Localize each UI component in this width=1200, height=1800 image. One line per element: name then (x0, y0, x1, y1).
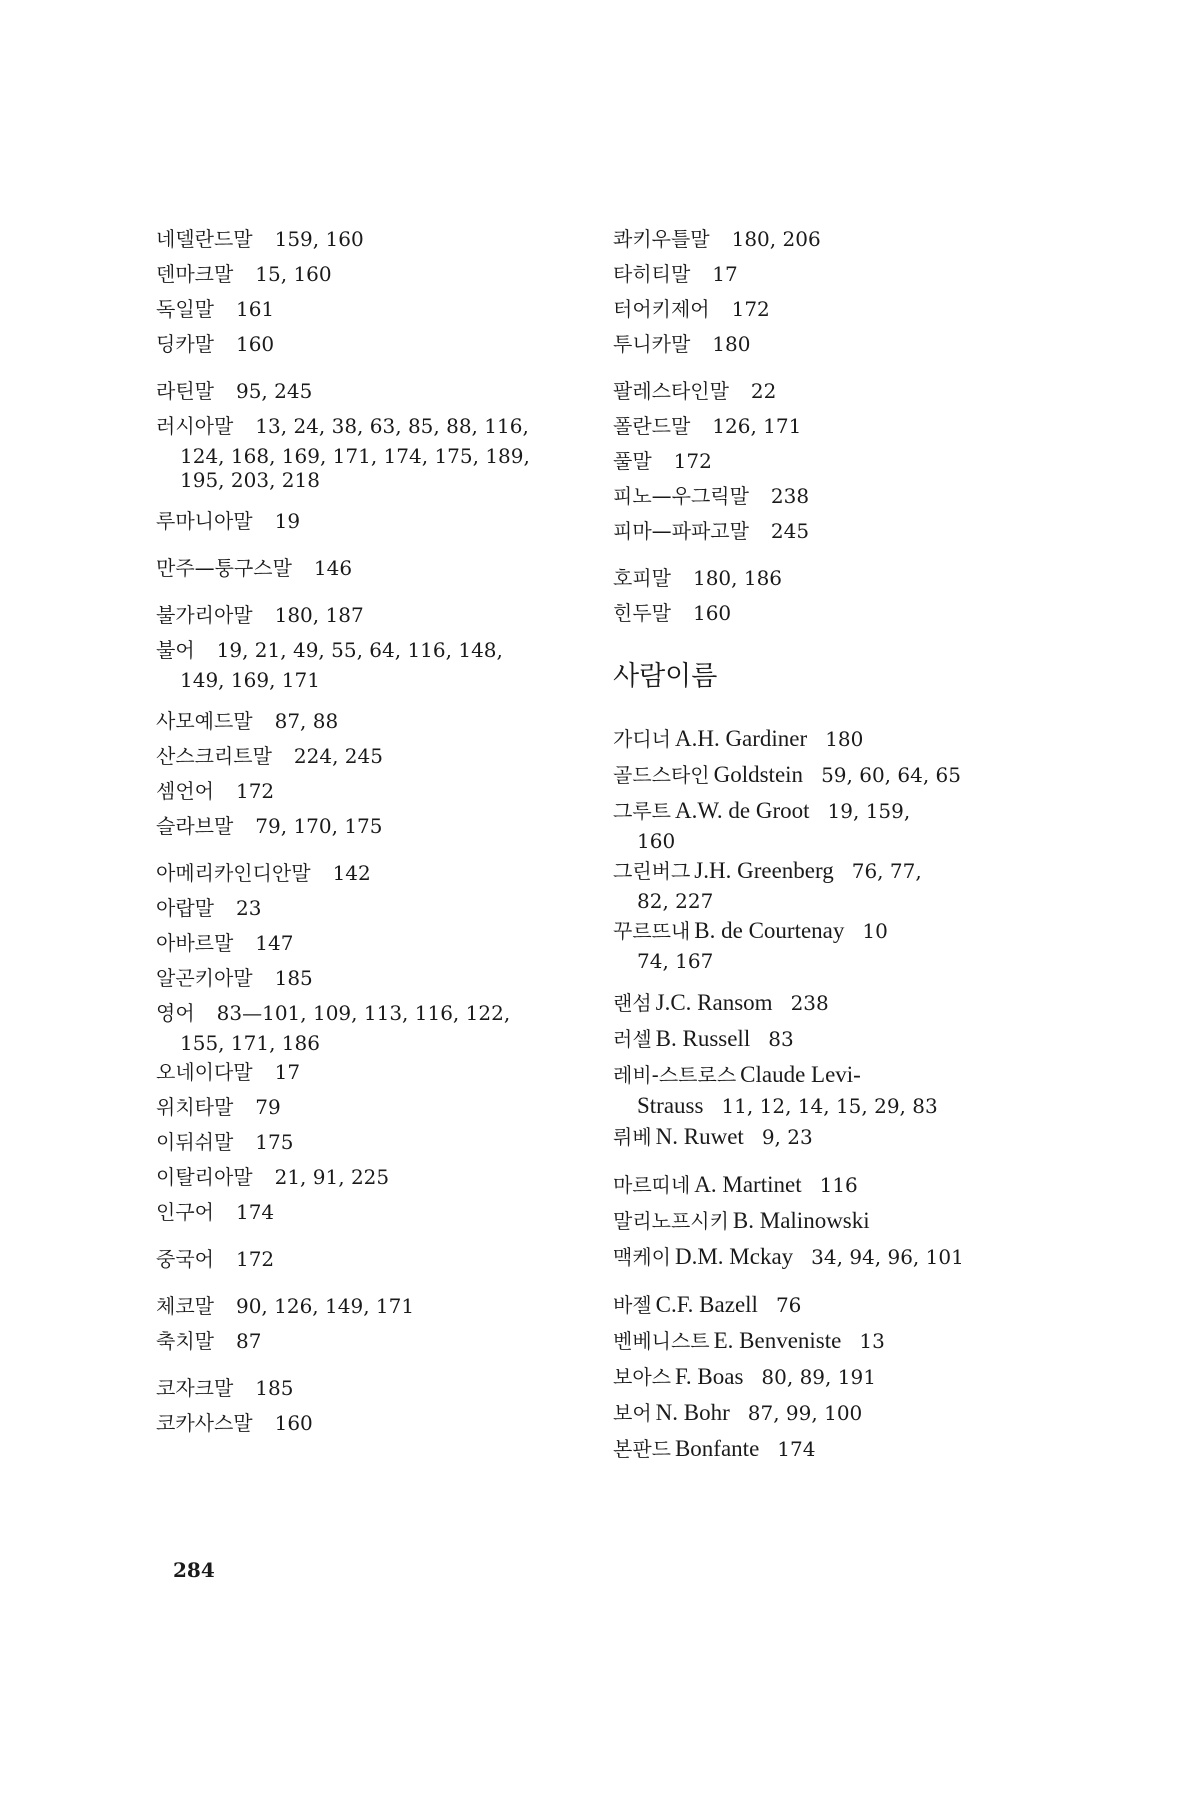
index-entry (156, 374, 576, 409)
index-term: 독일말 (156, 297, 214, 321)
index-term: 코자크말 (156, 1376, 234, 1400)
page-references: 34, 94, 96, 101 (811, 1245, 964, 1269)
page-references: 172 (731, 297, 770, 321)
index-entry (156, 856, 576, 891)
page-references: 180 (825, 727, 864, 751)
page-references: 180, 186 (692, 566, 783, 590)
name-original: F. Boas (674, 1364, 744, 1389)
index-group (613, 222, 1033, 362)
name-entry (613, 721, 1033, 757)
name-korean: 그루트 (613, 799, 671, 823)
index-term: 불어 (156, 638, 195, 662)
name-original: C.F. Bazell (655, 1292, 758, 1317)
section-heading-person-names: 사람이름 (613, 661, 718, 692)
name-entry-continued (613, 1093, 1033, 1119)
page-references: 172 (235, 779, 275, 803)
index-term: 풀말 (613, 449, 652, 473)
page-references: 146 (313, 556, 353, 580)
page-references: 17 (274, 1060, 301, 1084)
page-number: 284 (173, 1558, 215, 1582)
name-korean: 보아스 (613, 1365, 671, 1389)
right-index-column (613, 222, 1033, 1479)
page-references: 87, 88 (274, 709, 339, 733)
name-original: N. Bohr (655, 1400, 730, 1425)
index-entry (156, 504, 576, 539)
index-entry (156, 704, 576, 739)
index-entry (613, 374, 1033, 409)
index-term: 딩카말 (156, 332, 214, 356)
page-references: 15, 160 (255, 262, 332, 286)
page-references-continued: 11, 12, 14, 15, 29, 83 (721, 1094, 938, 1118)
index-entry (156, 891, 576, 926)
page-references: 175 (255, 1130, 294, 1154)
index-entry (156, 327, 576, 362)
page-references-continued: 149, 169, 171 (180, 668, 320, 692)
page-references-continued: 124, 168, 169, 171, 174, 175, 189, (180, 444, 530, 468)
name-original: Bonfante (674, 1436, 760, 1461)
name-entry-continued (613, 829, 1033, 853)
index-entry (613, 409, 1033, 444)
index-term: 체코말 (156, 1294, 214, 1318)
index-group (613, 1287, 1033, 1467)
index-term: 산스크리트말 (156, 744, 272, 768)
index-term: 터어키제어 (613, 297, 710, 321)
page-references: 174 (235, 1200, 275, 1224)
page-references: 83 (768, 1027, 794, 1051)
index-group (156, 598, 576, 692)
name-original: J.H. Greenberg (694, 858, 834, 883)
index-entry (156, 222, 576, 257)
index-group (613, 985, 1033, 1155)
name-entry (613, 1057, 1033, 1093)
index-term: 러시아말 (156, 414, 234, 438)
name-original: Claude Levi- (740, 1062, 861, 1087)
name-entry (613, 793, 1033, 829)
name-entry (613, 1167, 1033, 1203)
index-term: 슬라브말 (156, 814, 234, 838)
page-references: 160 (235, 332, 275, 356)
index-term: 타히티말 (613, 262, 691, 286)
index-entry (156, 598, 576, 633)
index-entry (156, 1125, 576, 1160)
index-group (156, 504, 576, 539)
index-term: 힌두말 (613, 601, 671, 625)
index-group (156, 704, 576, 844)
index-group (613, 1167, 1033, 1275)
name-korean: 본판드 (613, 1437, 671, 1461)
page-references: 126, 171 (712, 414, 802, 438)
name-original: B. Malinowski (732, 1208, 870, 1233)
index-term: 축치말 (156, 1329, 214, 1353)
name-korean: 그린버그 (613, 859, 691, 883)
index-group (613, 721, 1033, 973)
page-references: 172 (673, 449, 712, 473)
page-references: 224, 245 (293, 744, 383, 768)
index-group (156, 374, 576, 492)
index-term: 만주—퉁구스말 (156, 556, 292, 580)
name-korean: 가디너 (613, 727, 671, 751)
index-term: 셈언어 (156, 779, 214, 803)
index-term: 이탈리아말 (156, 1165, 253, 1189)
page-references: 95, 245 (235, 379, 313, 403)
name-original: E. Benveniste (713, 1328, 842, 1353)
name-korean: 보어 (613, 1401, 652, 1425)
language-index-continued (613, 222, 1033, 631)
index-term: 루마니아말 (156, 509, 253, 533)
page-references: 90, 126, 149, 171 (235, 1294, 415, 1318)
name-korean: 마르띠네 (613, 1173, 691, 1197)
index-entry (156, 409, 576, 444)
index-term: 아랍말 (156, 896, 214, 920)
page-references-continued: 160 (637, 829, 676, 853)
name-entry (613, 1119, 1033, 1155)
page-references: 172 (235, 1247, 275, 1271)
index-term: 폴란드말 (613, 414, 691, 438)
page-references: 180, 187 (274, 603, 364, 627)
name-original: D.M. Mckay (674, 1244, 794, 1269)
page-references: 142 (332, 861, 371, 885)
name-korean: 벤베니스트 (613, 1329, 710, 1353)
index-term: 덴마크말 (156, 262, 234, 286)
index-entry (613, 222, 1033, 257)
page-references: 87, 99, 100 (747, 1401, 863, 1425)
index-entry (613, 327, 1033, 362)
index-group (156, 1289, 576, 1359)
page-references: 10 (862, 919, 888, 943)
index-entry (156, 1371, 576, 1406)
page-references: 23 (235, 896, 262, 920)
name-original: A. Martinet (694, 1172, 802, 1197)
page-references: 21, 91, 225 (274, 1165, 390, 1189)
index-term: 콰키우틀말 (613, 227, 710, 251)
name-korean: 러셀 (613, 1027, 652, 1051)
page-references: 22 (750, 379, 777, 403)
name-original: B. Russell (655, 1026, 751, 1051)
name-korean: 골드스타인 (613, 763, 710, 787)
index-entry (156, 996, 576, 1031)
page-references: 80, 89, 191 (761, 1365, 876, 1389)
page-references: 19, 21, 49, 55, 64, 116, 148, (216, 638, 503, 662)
page-references: 185 (274, 966, 313, 990)
index-entry (156, 1406, 576, 1441)
page-references: 180, 206 (731, 227, 821, 251)
index-entry (613, 561, 1033, 596)
name-original: Goldstein (713, 762, 804, 787)
page-references: 13 (859, 1329, 885, 1353)
index-term: 영어 (156, 1001, 195, 1025)
index-term: 투니카말 (613, 332, 691, 356)
name-korean: 랜섬 (613, 991, 652, 1015)
person-name-index (613, 721, 1033, 1467)
name-entry (613, 1239, 1033, 1275)
index-entry (613, 596, 1033, 631)
page-references: 79 (255, 1095, 281, 1119)
name-entry (613, 1287, 1033, 1323)
index-entry (613, 514, 1033, 549)
page-references-continued: 82, 227 (637, 889, 714, 913)
page-references: 76, 77, (851, 859, 922, 883)
index-term: 오네이다말 (156, 1060, 253, 1084)
index-term: 중국어 (156, 1247, 214, 1271)
index-entry (613, 292, 1033, 327)
page-references: 159, 160 (274, 227, 364, 251)
page-references: 17 (712, 262, 738, 286)
name-korean: 레비-스트로스 (613, 1063, 737, 1087)
page-references: 245 (770, 519, 810, 543)
left-index-column (156, 222, 576, 1453)
index-entry (156, 633, 576, 668)
index-term: 아메리카인디안말 (156, 861, 311, 885)
page-references: 13, 24, 38, 63, 85, 88, 116, (255, 414, 529, 438)
name-korean: 말리노프시키 (613, 1209, 729, 1233)
index-group (156, 551, 576, 586)
index-entry (156, 1242, 576, 1277)
index-entry (156, 774, 576, 809)
page-references: 160 (274, 1411, 313, 1435)
page-references: 19, 159, (827, 799, 911, 823)
index-term: 불가리아말 (156, 603, 253, 627)
index-entry (156, 1160, 576, 1195)
index-term: 라틴말 (156, 379, 214, 403)
page-references: 147 (255, 931, 294, 955)
index-term: 이뒤쉬말 (156, 1130, 234, 1154)
page-references-continued: 74, 167 (637, 949, 714, 973)
index-entry (156, 961, 576, 996)
index-term: 사모예드말 (156, 709, 253, 733)
index-entry (156, 292, 576, 327)
name-entry (613, 1323, 1033, 1359)
name-entry-continued (613, 949, 1033, 973)
index-entry (156, 551, 576, 586)
name-korean: 맥케이 (613, 1245, 671, 1269)
index-group (156, 1242, 576, 1277)
page-references: 238 (790, 991, 829, 1015)
index-term: 아바르말 (156, 931, 234, 955)
name-original: A.W. de Groot (674, 798, 810, 823)
page-references: 185 (255, 1376, 294, 1400)
index-term: 알곤키아말 (156, 966, 253, 990)
name-korean: 꾸르뜨내 (613, 919, 691, 943)
index-term: 호피말 (613, 566, 671, 590)
index-term: 인구어 (156, 1200, 214, 1224)
index-entry (156, 1289, 576, 1324)
page-references-continued: 195, 203, 218 (180, 468, 320, 492)
index-term: 위치타말 (156, 1095, 234, 1119)
name-entry (613, 985, 1033, 1021)
page-references: 180 (712, 332, 751, 356)
index-entry (613, 479, 1033, 514)
index-entry (156, 1090, 576, 1125)
name-entry (613, 1359, 1033, 1395)
index-entry (156, 1195, 576, 1230)
index-term: 피노—우그릭말 (613, 484, 749, 508)
page-references: 87 (235, 1329, 262, 1353)
index-entry (613, 257, 1033, 292)
page-references: 19 (274, 509, 301, 533)
page-references: 76 (775, 1293, 802, 1317)
page-references: 160 (692, 601, 732, 625)
index-entry (156, 739, 576, 774)
name-korean: 뤼베 (613, 1125, 652, 1149)
index-term: 팔레스타인말 (613, 379, 729, 403)
index-term: 피마—파파고말 (613, 519, 749, 543)
page-references: 83—101, 109, 113, 116, 122, (216, 1001, 511, 1025)
index-group (613, 374, 1033, 549)
index-entry (156, 257, 576, 292)
page-references: 174 (777, 1437, 816, 1461)
page-references: 59, 60, 64, 65 (821, 763, 962, 787)
index-entry (156, 809, 576, 844)
name-entry (613, 757, 1033, 793)
index-group (156, 856, 576, 1230)
page-references: 9, 23 (761, 1125, 813, 1149)
index-entry (156, 1055, 576, 1090)
page-references: 79, 170, 175 (255, 814, 383, 838)
name-entry-continued (613, 889, 1033, 913)
name-original: J.C. Ransom (655, 990, 773, 1015)
name-entry (613, 1021, 1033, 1057)
name-original: A.H. Gardiner (674, 726, 808, 751)
index-entry (613, 444, 1033, 479)
name-original: N. Ruwet (655, 1124, 744, 1149)
name-entry (613, 853, 1033, 889)
page-references: 161 (235, 297, 275, 321)
page-references-continued: 155, 171, 186 (180, 1031, 320, 1055)
index-entry (156, 1324, 576, 1359)
index-entry (156, 926, 576, 961)
name-entry (613, 1395, 1033, 1431)
name-entry (613, 1203, 1033, 1239)
name-entry (613, 1431, 1033, 1467)
index-term: 네델란드말 (156, 227, 253, 251)
index-term: 코카사스말 (156, 1411, 253, 1435)
name-original: B. de Courtenay (694, 918, 845, 943)
index-group (156, 1371, 576, 1441)
page-references: 238 (770, 484, 810, 508)
index-group (156, 222, 576, 362)
name-original-continued: Strauss (637, 1093, 704, 1118)
page-references: 116 (819, 1173, 858, 1197)
index-group (613, 561, 1033, 631)
name-korean: 바젤 (613, 1293, 652, 1317)
name-entry (613, 913, 1033, 949)
